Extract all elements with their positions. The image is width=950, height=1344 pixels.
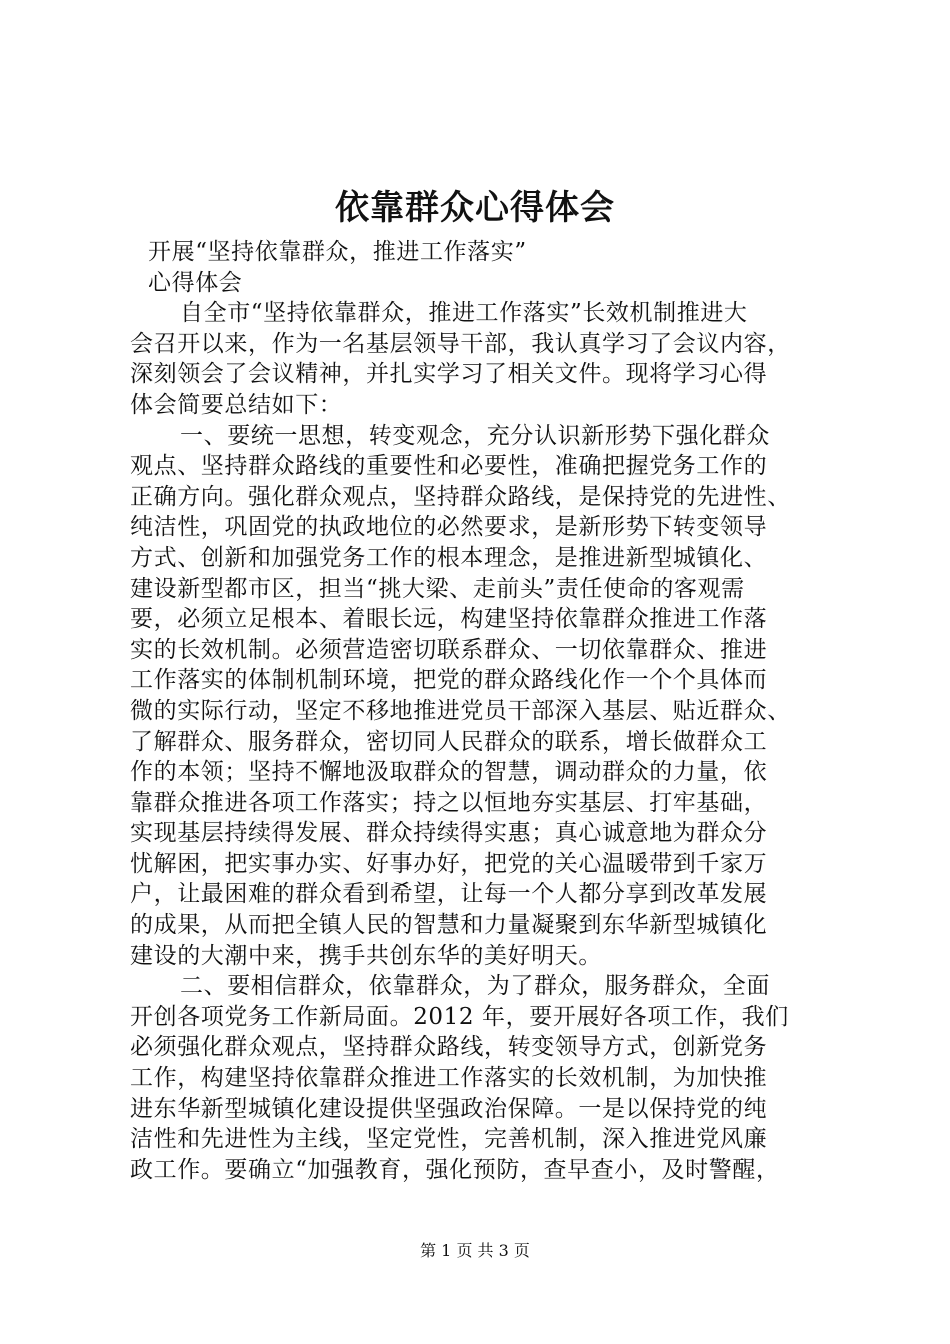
subtitle-line: 心得体会	[148, 269, 243, 296]
text-line: 开创各项党务工作新局面。2012 年，要开展好各项工作，我们	[130, 1003, 789, 1030]
document-body	[130, 237, 830, 1185]
text-line: 实的长效机制。必须营造密切联系群众、一切依靠群众、推进	[130, 636, 768, 663]
text-line: 观点、坚持群众路线的重要性和必要性，准确把握党务工作的	[130, 453, 768, 480]
text-line: 必须强化群众观点，坚持群众路线，转变领导方式，创新党务	[130, 1034, 768, 1061]
text-line: 体会简要总结如下：	[130, 391, 343, 418]
text-line: 实现基层持续得发展、群众持续得实惠；真心诚意地为群众分	[130, 820, 768, 847]
text-line: 纯洁性，巩固党的执政地位的必然要求，是新形势下转变领导	[130, 514, 768, 541]
text-line: 一、要统一思想，转变观念，充分认识新形势下强化群众	[180, 422, 770, 449]
text-line: 作的本领；坚持不懈地汲取群众的智慧，调动群众的力量，依	[130, 759, 768, 786]
text-line: 微的实际行动，坚定不移地推进党员干部深入基层、贴近群众、	[130, 697, 791, 724]
text-line: 二、要相信群众，依靠群众，为了群众，服务群众，全面	[180, 973, 770, 1000]
text-line: 会召开以来，作为一名基层领导干部，我认真学习了会议内容，	[130, 330, 791, 357]
body-text	[130, 298, 830, 1185]
text-line: 了解群众、服务群众，密切同人民群众的联系，增长做群众工	[130, 728, 768, 755]
text-line: 进东华新型城镇化建设提供坚强政治保障。一是以保持党的纯	[130, 1095, 768, 1122]
text-line: 政工作。要确立“加强教育，强化预防，查早查小，及时警醒，	[130, 1156, 780, 1183]
text-line: 建设新型都市区，担当“挑大梁、走前头”责任使命的客观需	[130, 575, 745, 602]
text-line: 自全市“坚持依靠群众，推进工作落实”长效机制推进大	[180, 300, 748, 327]
text-line: 工作落实的体制机制环境，把党的群众路线化作一个个具体而	[130, 667, 768, 694]
text-line: 建设的大潮中来，携手共创东华的美好明天。	[130, 942, 602, 969]
document-title: 依靠群众心得体会	[335, 188, 615, 228]
text-line: 要，必须立足根本、着眼长远，构建坚持依靠群众推进工作落	[130, 606, 768, 633]
text-line: 正确方向。强化群众观点，坚持群众路线，是保持党的先进性、	[130, 483, 791, 510]
text-line: 工作，构建坚持依靠群众推进工作落实的长效机制，为加快推	[130, 1065, 768, 1092]
text-line: 深刻领会了会议精神，并扎实学习了相关文件。现将学习心得	[130, 361, 768, 388]
page-number: 第 1 页 共 3 页	[420, 1241, 530, 1260]
text-line: 的成果，从而把全镇人民的智慧和力量凝聚到东华新型城镇化	[130, 912, 768, 939]
text-line: 户，让最困难的群众看到希望，让每一个人都分享到改革发展	[130, 881, 768, 908]
subtitle-line: 开展“坚持依靠群众，推进工作落实”	[148, 239, 527, 265]
text-line: 忧解困，把实事办实、好事办好，把党的关心温暖带到千家万	[130, 850, 768, 877]
text-line: 方式、创新和加强党务工作的根本理念，是推进新型城镇化、	[130, 544, 768, 571]
text-line: 洁性和先进性为主线，坚定党性，完善机制，深入推进党风廉	[130, 1126, 768, 1153]
text-line: 靠群众推进各项工作落实；持之以恒地夯实基层、打牢基础，	[130, 789, 768, 816]
